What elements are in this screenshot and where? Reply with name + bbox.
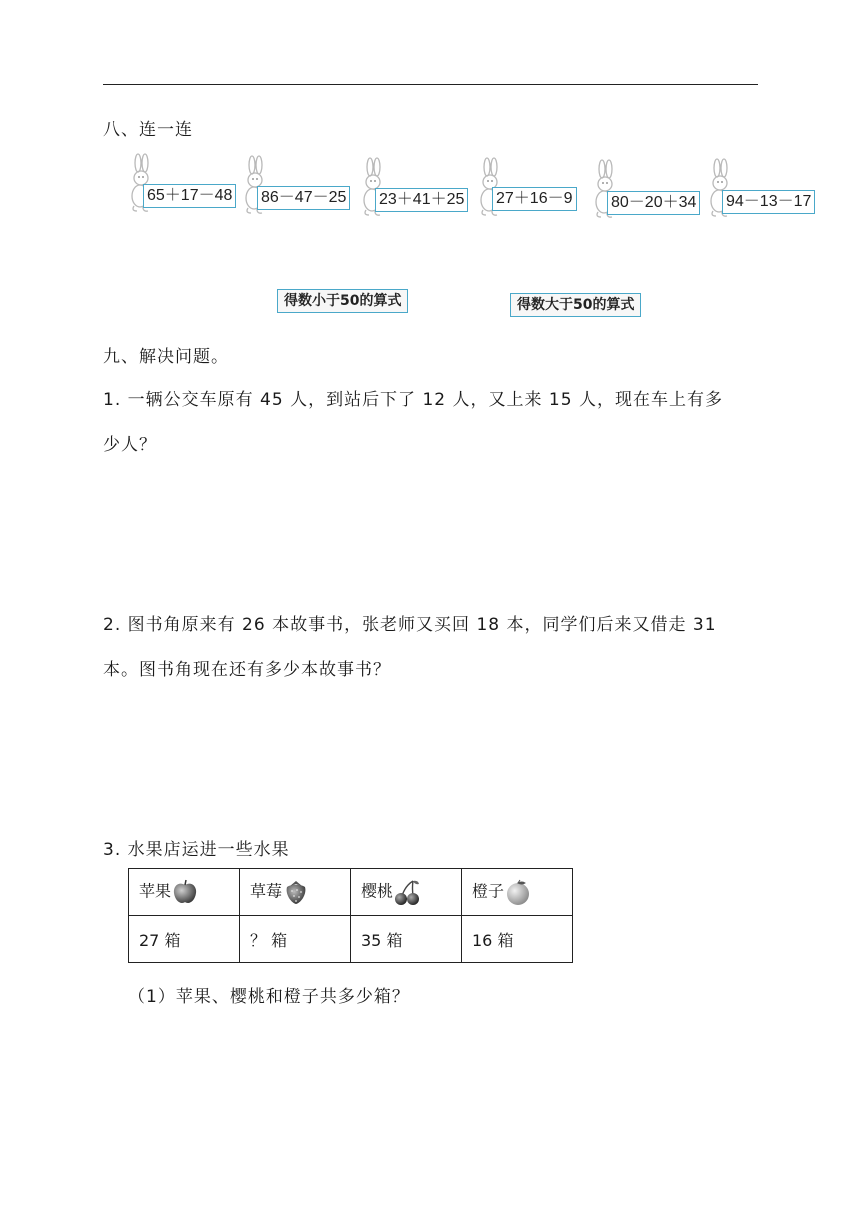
expression-card-5[interactable]: 80－20＋34 (607, 191, 700, 215)
expression-card-4[interactable]: 27＋16－9 (492, 187, 577, 211)
table-header-row (129, 869, 573, 916)
table-row (129, 916, 573, 963)
header-label-strawberry: 草莓 (250, 881, 283, 901)
expression-card-3[interactable]: 23＋41＋25 (375, 188, 468, 212)
question-3-title: 3. 水果店运进一些水果 (103, 840, 290, 860)
question-2-line-2: 本。图书角现在还有多少本故事书？ (103, 660, 391, 680)
orange-icon (504, 878, 532, 906)
cherry-icon (393, 878, 421, 906)
expression-card-6[interactable]: 94－13－17 (722, 190, 815, 214)
question-3-sub-1: （1）苹果、樱桃和橙子共多少箱？ (128, 987, 410, 1007)
header-label-apple: 苹果 (139, 881, 172, 901)
table-cell-orange: 16 箱 (462, 916, 573, 963)
question-2-line-1: 2. 图书角原来有 26 本故事书，张老师又买回 18 本，同学们后来又借走 31 (103, 615, 717, 635)
strawberry-icon (282, 878, 310, 906)
table-header-cell (240, 869, 351, 916)
section-9-heading: 九、解决问题。 (103, 347, 229, 367)
header-rule (103, 84, 758, 85)
table-header-cell (129, 869, 240, 916)
question-1-line-2: 少人？ (103, 435, 157, 455)
section-8-heading: 八、连一连 (103, 120, 193, 140)
table-header-cell (462, 869, 573, 916)
table-cell-apple: 27 箱 (129, 916, 240, 963)
table-header-cell (351, 869, 462, 916)
header-label-orange: 橙子 (472, 881, 505, 901)
fruit-table (128, 868, 573, 963)
header-label-cherry: 樱桃 (361, 881, 394, 901)
apple-icon (171, 878, 199, 906)
table-cell-strawberry: ？ 箱 (240, 916, 351, 963)
category-box-greater-than-50[interactable]: 得数大于50的算式 (510, 293, 641, 317)
expression-card-1[interactable]: 65＋17－48 (143, 184, 236, 208)
expression-card-2[interactable]: 86－47－25 (257, 186, 350, 210)
question-1-line-1: 1. 一辆公交车原有 45 人，到站后下了 12 人，又上来 15 人，现在车上有多 (103, 390, 723, 410)
table-cell-cherry: 35 箱 (351, 916, 462, 963)
category-box-less-than-50[interactable]: 得数小于50的算式 (277, 289, 408, 313)
